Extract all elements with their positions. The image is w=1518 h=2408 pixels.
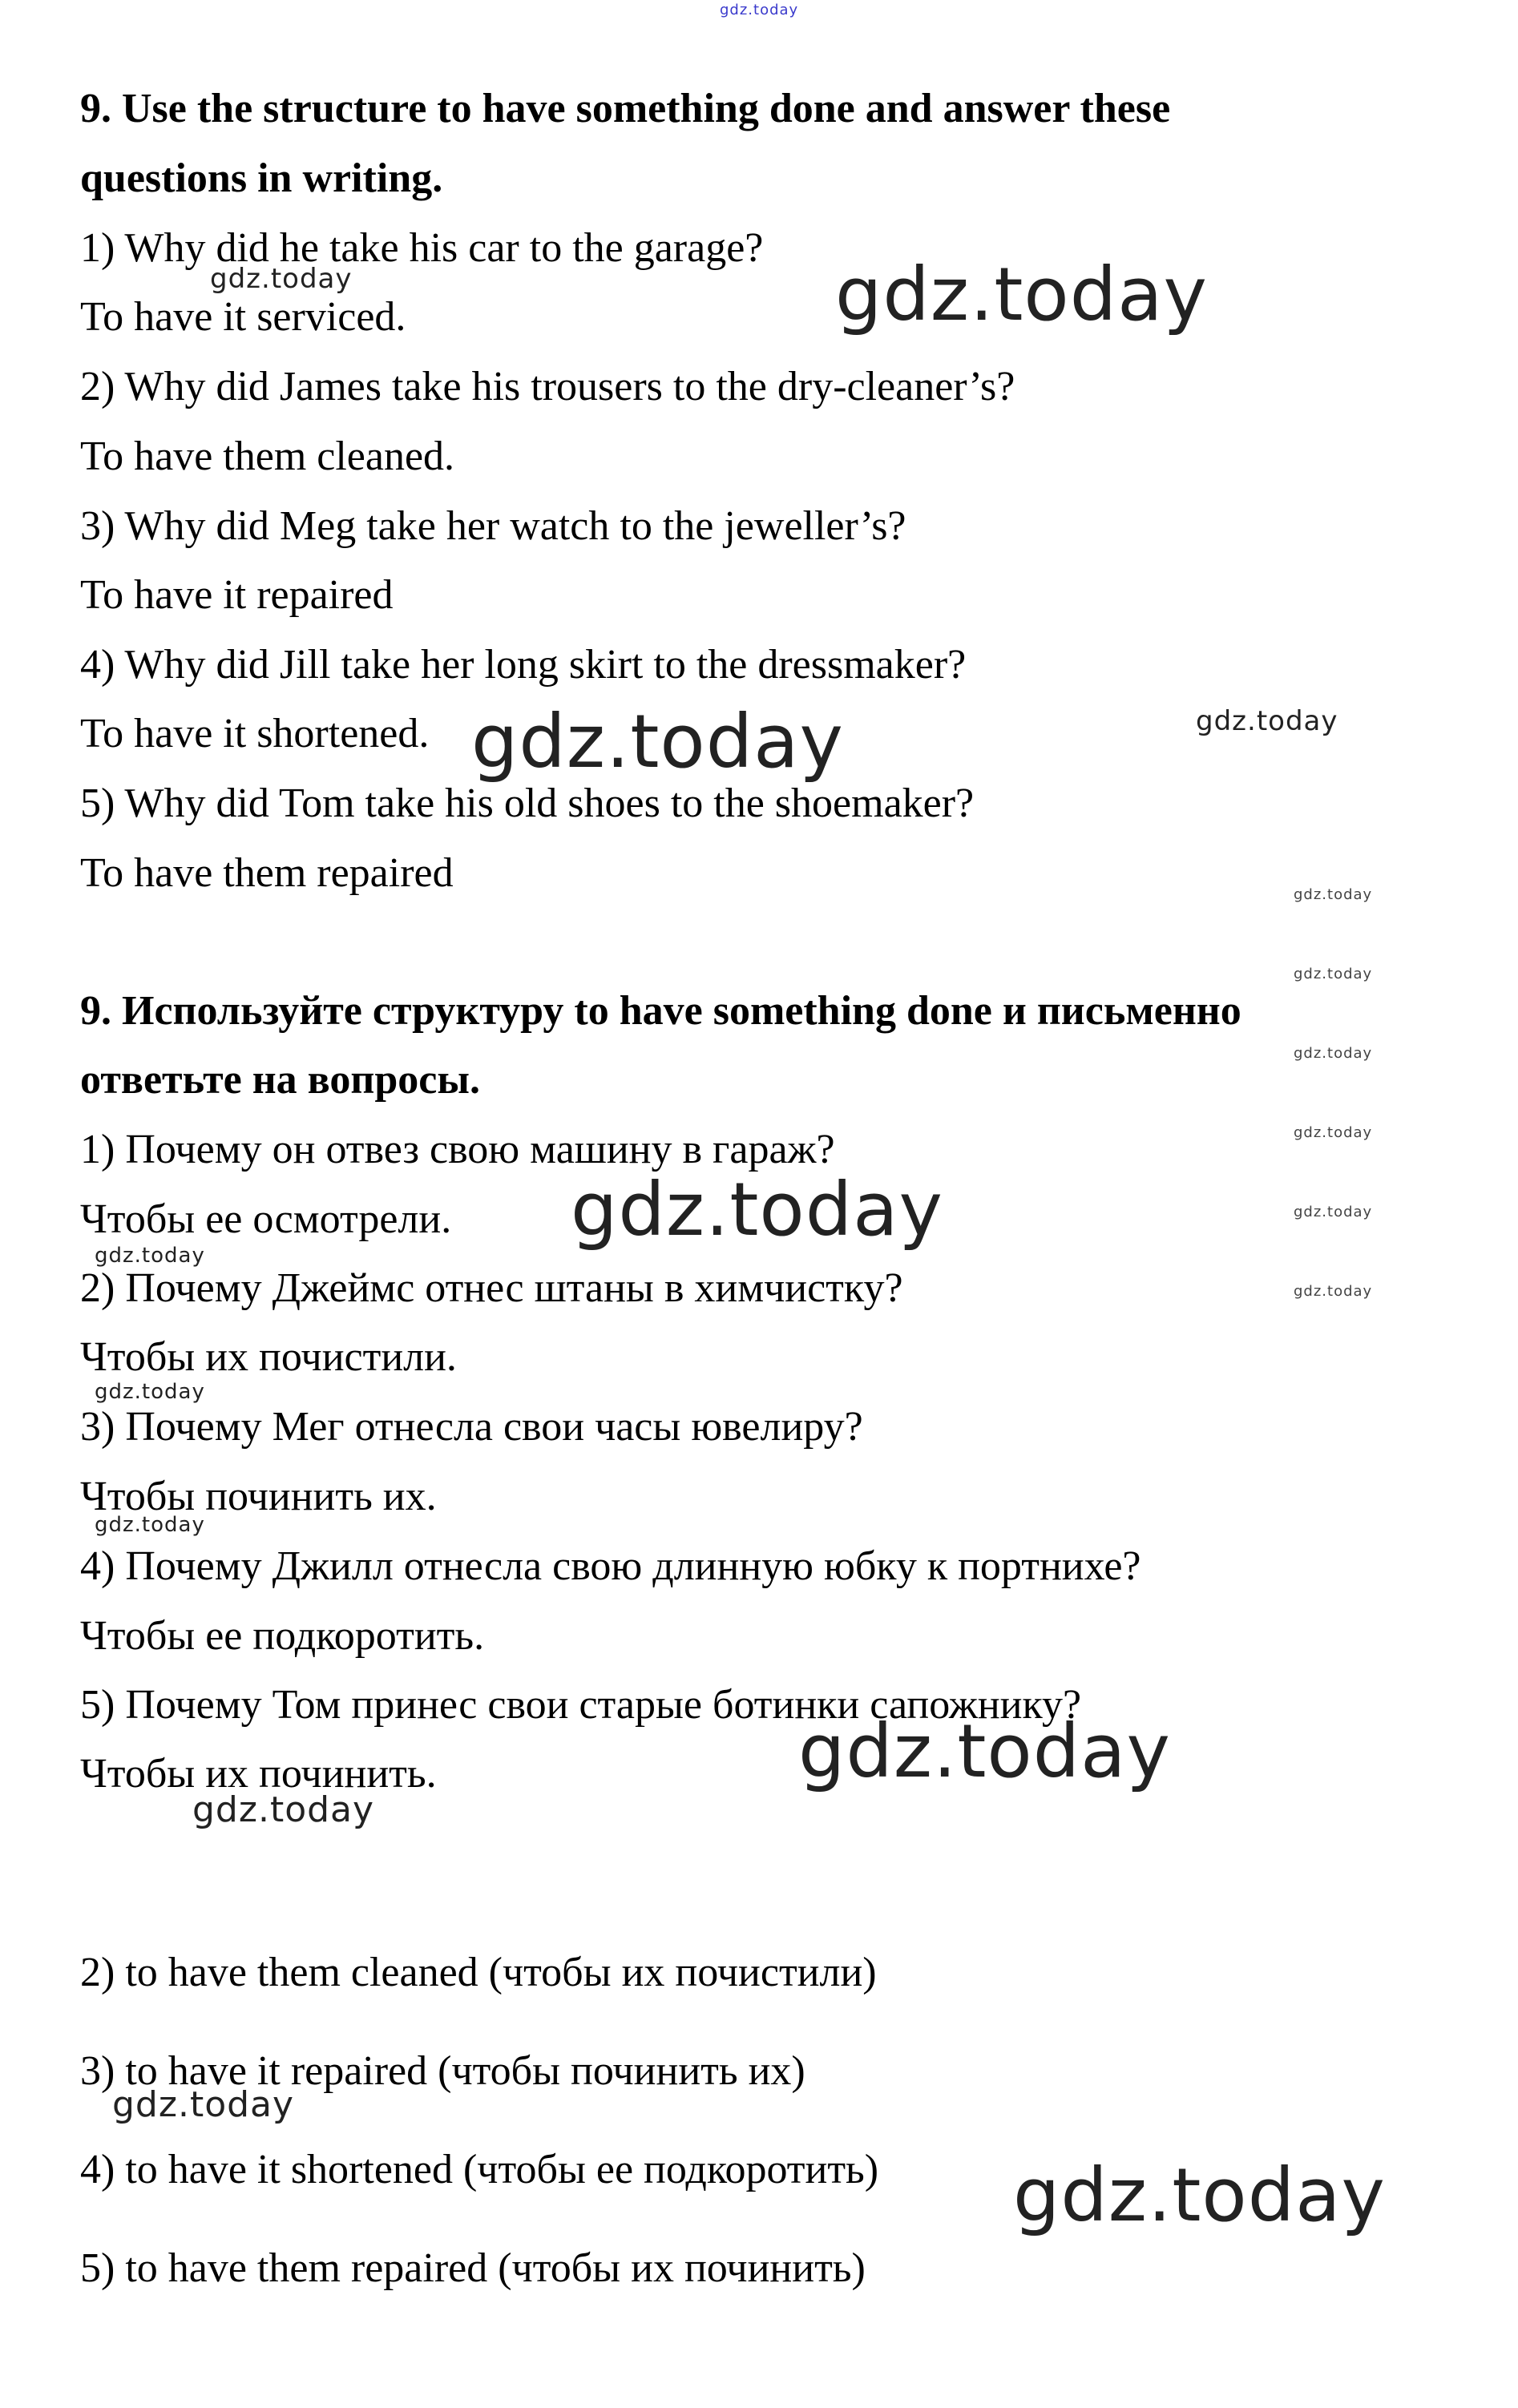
russian-question-5: 5) Почему Том принес свои старые ботинки сапожнику?	[80, 1682, 1082, 1728]
watermark: gdz.today	[95, 1513, 205, 1537]
english-question-1: 1) Why did he take his car to the garage?	[80, 225, 764, 271]
english-question-2: 2) Why did James take his trousers to the dry-cleaner’s?	[80, 364, 1015, 409]
english-question-3: 3) Why did Meg take her watch to the jeweller’s?	[80, 503, 906, 549]
watermark: gdz.today	[1196, 705, 1338, 737]
russian-heading-line-1: 9. Используйте структуру to have something done и письменно	[80, 988, 1241, 1034]
summary-answer-5: 5) to have them repaired (чтобы их починить)	[80, 2245, 866, 2291]
watermark: gdz.today	[835, 252, 1208, 337]
watermark: gdz.today	[471, 699, 844, 785]
watermark: gdz.today	[1294, 886, 1373, 903]
english-answer-1: To have it serviced.	[80, 294, 406, 340]
russian-question-1: 1) Почему он отвез свою машину в гараж?	[80, 1127, 835, 1172]
russian-answer-2: Чтобы их почистили.	[80, 1334, 457, 1380]
english-question-5: 5) Why did Tom take his old shoes to the shoemaker?	[80, 780, 975, 826]
watermark: gdz.today	[571, 1167, 943, 1252]
english-answer-5: To have them repaired	[80, 850, 454, 896]
russian-question-2: 2) Почему Джеймс отнес штаны в химчистку?	[80, 1265, 903, 1311]
russian-answer-1: Чтобы ее осмотрели.	[80, 1196, 452, 1242]
watermark-top: gdz.today	[720, 2, 799, 18]
watermark: gdz.today	[1294, 1283, 1373, 1300]
english-heading-line-2: questions in writing.	[80, 155, 443, 201]
summary-answer-3: 3) to have it repaired (чтобы починить их)	[80, 2048, 805, 2094]
russian-answer-3: Чтобы починить их.	[80, 1474, 437, 1519]
russian-answer-4: Чтобы ее подкоротить.	[80, 1613, 485, 1659]
watermark: gdz.today	[192, 1789, 375, 1830]
watermark: gdz.today	[210, 263, 353, 295]
russian-question-4: 4) Почему Джилл отнесла свою длинную юбку к портнихе?	[80, 1543, 1141, 1589]
english-answer-4: To have it shortened.	[80, 711, 430, 756]
russian-answer-5: Чтобы их починить.	[80, 1751, 437, 1797]
summary-answer-4: 4) to have it shortened (чтобы ее подкоротить)	[80, 2147, 879, 2192]
watermark: gdz.today	[112, 2084, 295, 2125]
summary-answer-2: 2) to have them cleaned (чтобы их почистили)	[80, 1950, 877, 1995]
russian-question-3: 3) Почему Мег отнесла свои часы ювелиру?	[80, 1404, 863, 1450]
watermark: gdz.today	[1013, 2152, 1386, 2238]
watermark: gdz.today	[1294, 1204, 1373, 1220]
russian-heading-line-2: ответьте на вопросы.	[80, 1057, 480, 1103]
watermark: gdz.today	[1294, 966, 1373, 982]
english-answer-3: To have it repaired	[80, 572, 394, 618]
watermark: gdz.today	[798, 1708, 1171, 1794]
watermark: gdz.today	[95, 1244, 205, 1268]
english-question-4: 4) Why did Jill take her long skirt to the dressmaker?	[80, 642, 967, 688]
watermark: gdz.today	[1294, 1045, 1373, 1062]
english-heading-line-1: 9. Use the structure to have something done and answer these	[80, 86, 1171, 131]
watermark: gdz.today	[1294, 1124, 1373, 1141]
watermark: gdz.today	[95, 1380, 205, 1404]
english-answer-2: To have them cleaned.	[80, 434, 455, 479]
